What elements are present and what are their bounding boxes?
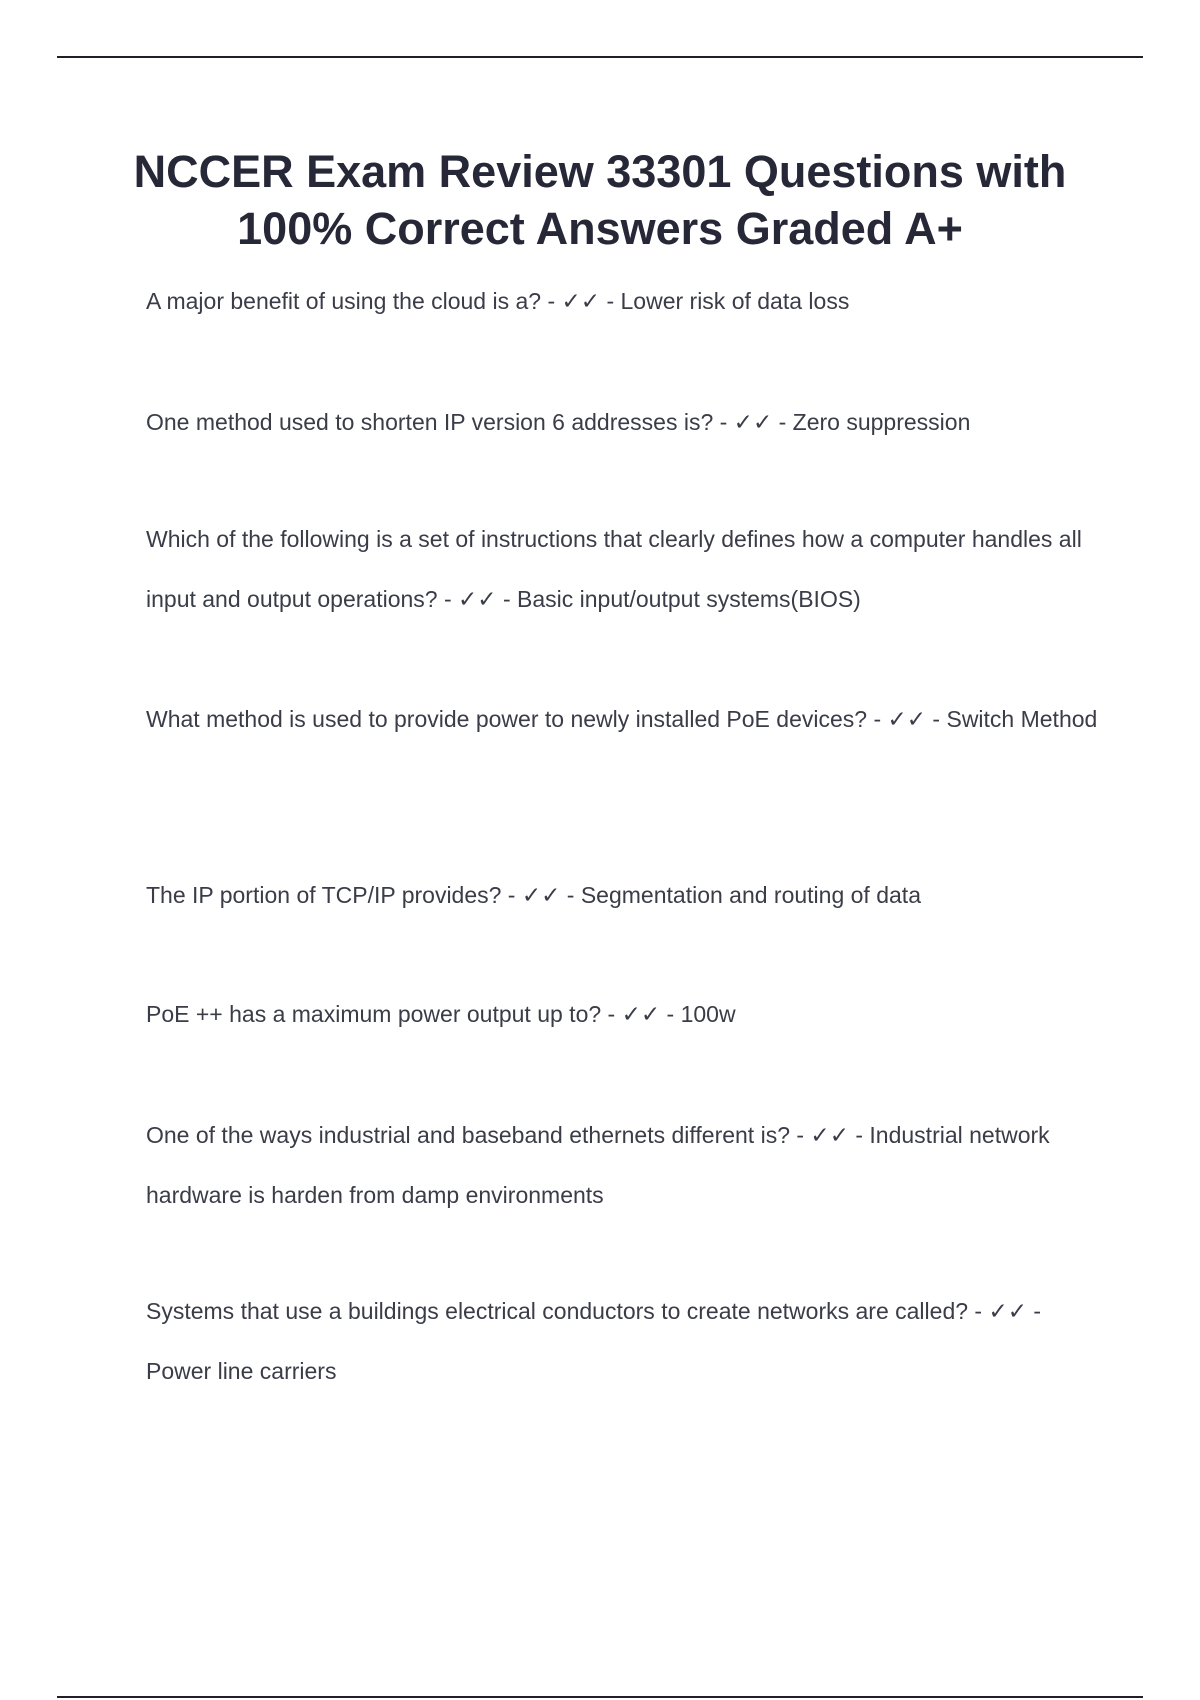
qa-item (146, 1105, 1106, 1225)
header-rule (57, 56, 1143, 58)
qa-item (146, 984, 1106, 1044)
qa-item (146, 392, 1106, 452)
qa-text: PoE ++ has a maximum power output up to? - ✓✓ - 100w (146, 1001, 736, 1027)
qa-text: Which of the following is a set of instructions that clearly defines how a computer handles all input and output operations? - ✓✓ - Basic input/output systems(BIOS) (146, 526, 1082, 612)
qa-text: A major benefit of using the cloud is a? - ✓✓ - Lower risk of data loss (146, 288, 850, 314)
qa-text: One of the ways industrial and baseband ethernets different is? - ✓✓ - Industrial network hardware is harden from damp environments (146, 1122, 1050, 1208)
page-title: NCCER Exam Review 33301 Questions with 100% Correct Answers Graded A+ (133, 146, 1067, 254)
qa-item (146, 689, 1106, 749)
qa-text: The IP portion of TCP/IP provides? - ✓✓ - Segmentation and routing of data (146, 882, 921, 908)
qa-item (146, 271, 1106, 331)
qa-text: One method used to shorten IP version 6 addresses is? - ✓✓ - Zero suppression (146, 409, 971, 435)
qa-item (146, 509, 1106, 629)
qa-item (146, 1281, 1106, 1401)
qa-text: What method is used to provide power to newly installed PoE devices? - ✓✓ - Switch Method (146, 706, 1098, 732)
footer-rule (57, 1696, 1143, 1698)
qa-item (146, 865, 1106, 925)
qa-text: Systems that use a buildings electrical conductors to create networks are called? - ✓✓ - Power line carriers (146, 1298, 1042, 1384)
